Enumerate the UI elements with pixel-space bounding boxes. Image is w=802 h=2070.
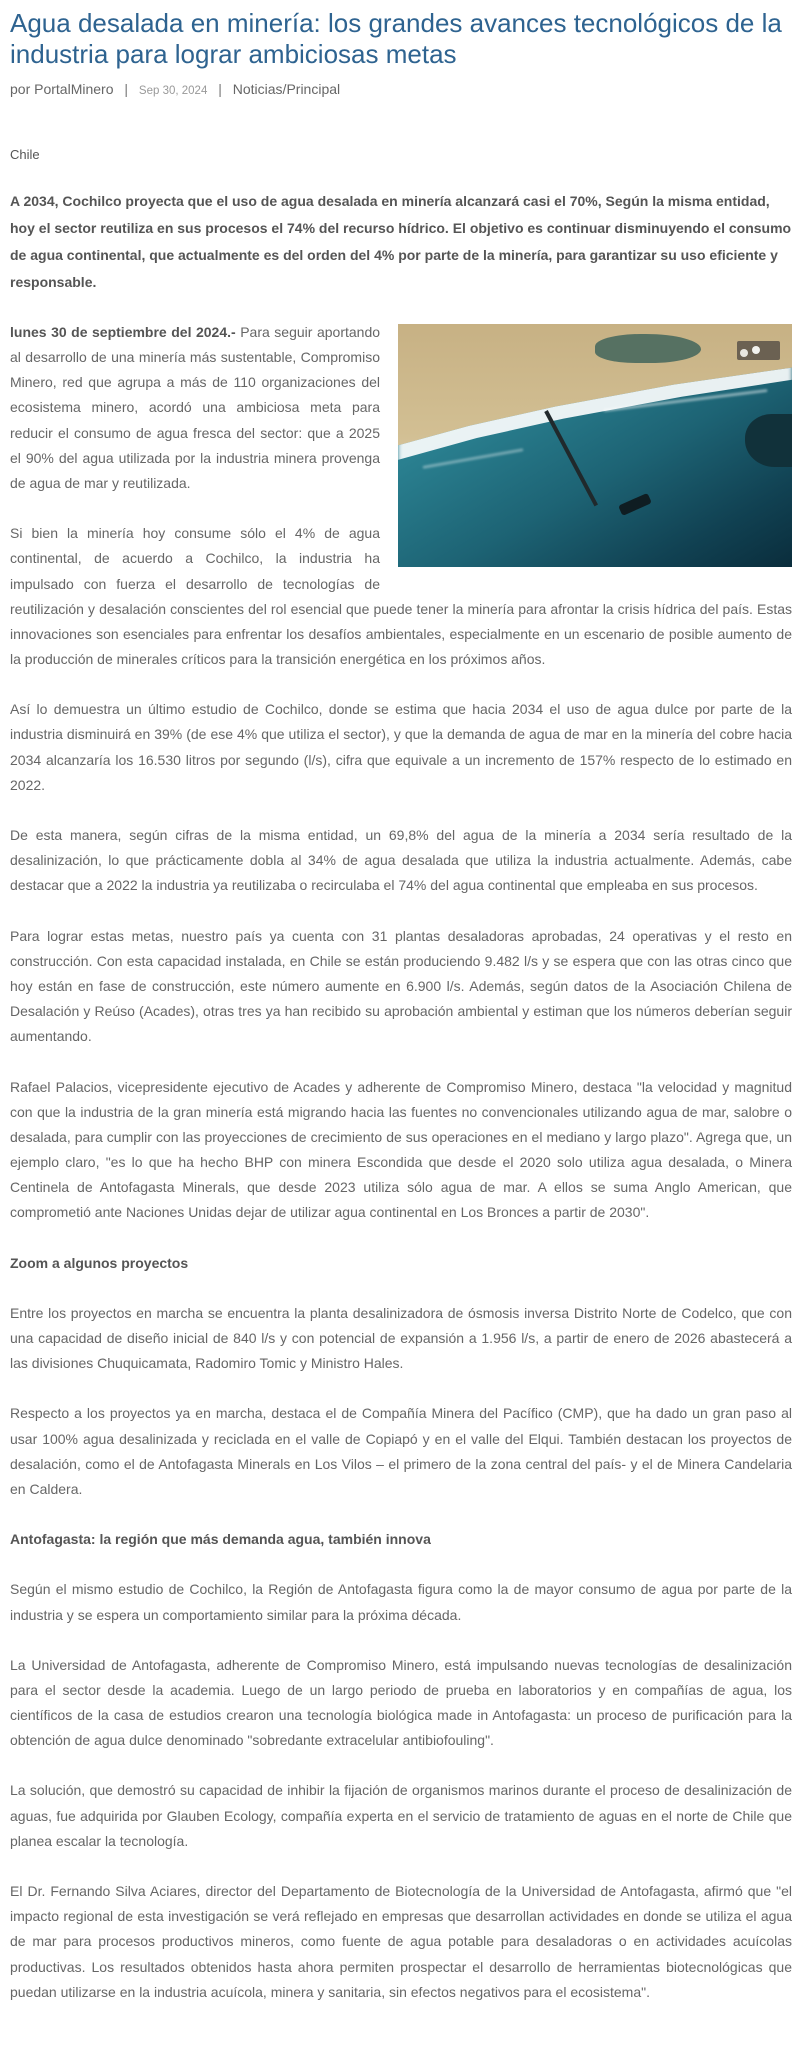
section-heading-proyectos: Zoom a algunos proyectos (10, 1254, 189, 1271)
paragraph: Según el mismo estudio de Cochilco, la Región de Antofagasta figura como la de mayor consumo de agua por parte de la industria y se espera un comportamiento similar para la próxima década. (10, 1581, 792, 1623)
paragraph: Entre los proyectos en marcha se encuentra la planta desalinizadora de ósmosis inversa Distrito Norte de Codelco, que con una capacidad de diseño inicial de 840 l/s y con potencial de expansión a 1.956 l/s, a partir de enero de 2026 abastecerá a las divisiones Chuquicamata, Radomiro Tomic y Ministro Hales. (10, 1304, 792, 1372)
photo-ship (618, 493, 651, 516)
paragraph: De esta manera, según cifras de la misma entidad, un 69,8% del agua de la minería a 2034 sería resultado de la desalinización, lo que prácticamente dobla al 34% de agua desalada que utiliza la industria actualmente. Además, cabe destacar que a 2022 la industria ya reutilizaba o recirculaba el 74% del agua continental que empleaba en sus procesos. (10, 827, 792, 894)
meta-separator: | (124, 81, 129, 98)
photo-lagoon (595, 334, 701, 363)
aerial-coastline-photo (398, 324, 792, 567)
photo-pier (544, 410, 598, 506)
paragraph: El Dr. Fernando Silva Aciares, director del Departamento de Biotecnología de la Universidad de Antofagasta, afirmó que "el impacto regional de esta investigación se verá reflejado en empresas que desarrollan actividades en donde se utiliza el agua de mar para procesos productivos mineros, como fuente de agua potable para desaladoras o en actividades acuícolas productivas. Los resultados obtenidos hasta ahora permiten prospectar el desarrollo de herramientas biotecnológicas que puedan utilizarse en la industria acuícola, minera y sanitaria, sin efectos negativos para el ecosistema". (10, 1883, 792, 2000)
post-meta (10, 81, 792, 97)
country-label: Chile (10, 147, 40, 163)
author-link[interactable]: por PortalMinero (10, 81, 114, 98)
paragraph: La Universidad de Antofagasta, adherente de Compromiso Minero, está impulsando nuevas tecnologías de desalinización para el sector desde la academia. Luego de un largo periodo de prueba en laboratorios y en compañías de agua, los científicos de la casa de estudios crearon una tecnología biológica made in Antofagasta: un proceso de purificación para la obtención de agua dulce denominado "sobredante extracelular antibiofouling". (10, 1656, 792, 1749)
paragraph: Rafael Palacios, vicepresidente ejecutivo de Acades y adherente de Compromiso Minero, destaca "la velocidad y magnitud con que la industria de la gran minería está migrando hacia las fuentes no convencionales utilizando agua de mar, salobre o desalada, para cumplir con las proyecciones de crecimiento de sus operaciones en el mediano y largo plazo". Agrega que, un ejemplo claro, "es lo que ha hecho BHP con minera Escondida que desde el 2020 solo utiliza agua desalada, o Minera Centinela de Antofagasta Minerals, que desde 2023 utiliza sólo agua de mar. A ellos se suma Anglo American, que comprometió ante Naciones Unidas dejar de utilizar agua continental en Los Bronces a partir de 2030". (10, 1078, 792, 1221)
paragraph: Si bien la minería hoy consume sólo el 4% de agua continental, de acuerdo a Cochilco, la industria ha impulsado con fuerza el desarrollo de tecnologías de reutilización y desalación conscientes del rol esencial que puede tener la minería para afrontar la crisis hídrica del país. Estas innovaciones son esenciales para enfrentar los desafíos ambientales, especialmente en un escenario de posible aumento de la producción de minerales críticos para la transición energética en los próximos años. (10, 525, 792, 668)
photo-wave-streak (422, 449, 523, 470)
paragraph-text: Para seguir aportando al desarrollo de una minería más sustentable, Compromiso Minero, red que agrupa a más de 110 organizaciones del ecosistema minero, acordó una ambiciosa meta para reducir el consumo de agua fresca del sector: que a 2025 el 90% del agua utilizada por la industria minera provenga de agua de mar y reutilizada. (10, 323, 381, 491)
article (10, 8, 792, 2005)
paragraph: La solución, que demostró su capacidad de inhibir la fijación de organismos marinos durante el proceso de desalinización de aguas, fue adquirida por Glauben Ecology, compañía experta en el servicio de tratamiento de aguas en el norte de Chile que planea escalar la tecnología. (10, 1782, 792, 1849)
meta-separator: | (218, 81, 222, 98)
paragraph: Así lo demuestra un último estudio de Cochilco, donde se estima que hacia 2034 el uso de agua dulce por parte de la industria disminuirá en 39% (de ese 4% que utiliza el sector), y que la demanda de agua de mar en la minería del cobre hacia 2034 alcanzaría los 16.530 litros por segundo (l/s), cifra que equivale a un incremento de 157% respecto de lo estimado en 2022. (10, 701, 792, 793)
paragraph: Para lograr estas metas, nuestro país ya cuenta con 31 plantas desaladoras aprobadas, 24 operativas y el resto en construcción. Con esta capacidad instalada, en Chile se están produciendo 9.482 l/s y se espera que con las otras cinco que hoy están en fase de construcción, este número aumente en 6.900 l/s. Además, según datos de la Asociación Chilena de Desalación y Reúso (Acades), otras tres ya han recibido su aprobación ambiental y estiman que los números deberían seguir aumentando. (10, 927, 792, 1045)
page-title: Agua desalada en minería: los grandes avances tecnológicos de la industria para lograr ambiciosas metas (10, 8, 782, 69)
lead-paragraph: A 2034, Cochilco proyecta que el uso de agua desalada en minería alcanzará casi el 70%, Según la misma entidad, hoy el sector reutiliza en sus procesos el 74% del recurso hídrico. El objetivo es continuar disminuyendo el consumo de agua continental, que actualmente es del orden del 4% por parte de la minería, para garantizar su uso eficiente y responsable. (10, 193, 792, 290)
photo-rocks (745, 414, 792, 467)
date-lead: lunes 30 de septiembre del 2024.- (10, 323, 236, 340)
photo-sand-land (398, 324, 792, 567)
category-link[interactable]: Noticias/Principal (232, 81, 341, 98)
paragraph: Respecto a los proyectos ya en marcha, destaca el de Compañía Minera del Pacífico (CMP), que ha dado un gran paso al usar 100% agua desalinizada y reciclada en el valle de Copiapó y en el valle del Elqui. También destacan los proyectos de desalación, como el de Antofagasta Minerals en Los Vilos – el primero de la zona central del país- y el de Minera Candelaria en Caldera. (10, 1405, 792, 1497)
article-body (10, 320, 792, 2005)
post-date: Sep 30, 2024 (138, 85, 208, 98)
section-heading-antofagasta: Antofagasta: la región que más demanda agua, también innova (10, 1531, 431, 1548)
